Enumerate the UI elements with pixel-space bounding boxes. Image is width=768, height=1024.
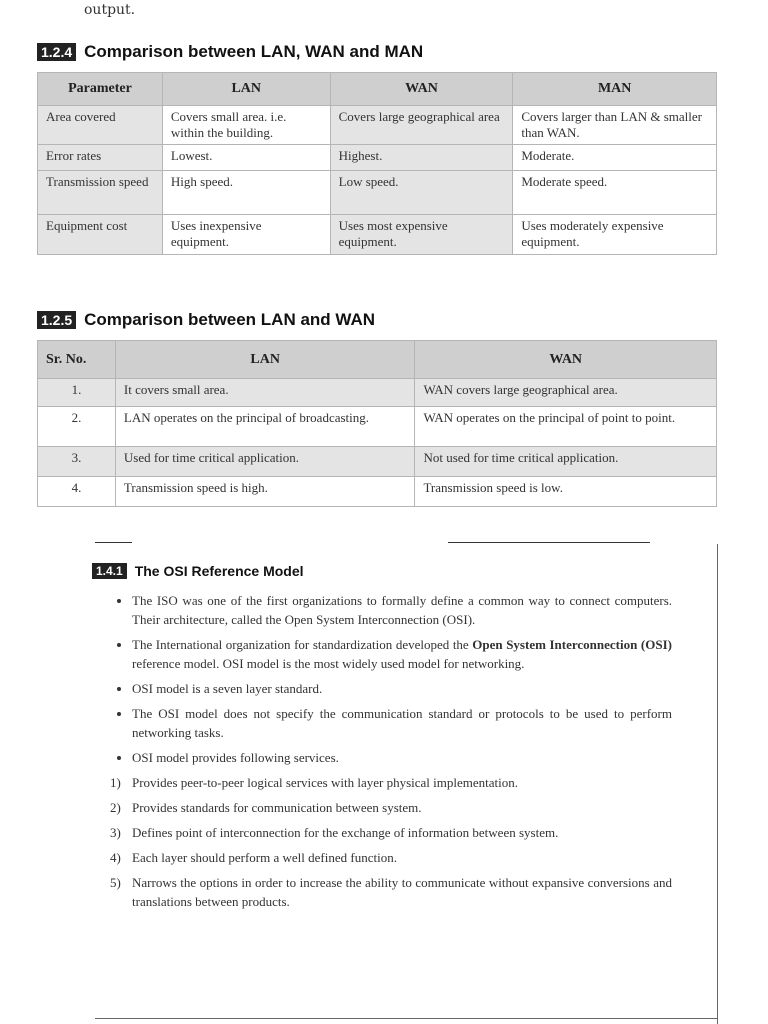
section-number: 1.2.4 [37, 43, 76, 61]
item-number: 4) [110, 850, 121, 865]
table-row [38, 171, 717, 215]
table-cell: 4. [38, 477, 116, 507]
table-cell: WAN covers large geographical area. [415, 379, 717, 407]
list-item: • OSI model provides following services. [132, 748, 672, 767]
table-header-row [38, 73, 717, 106]
table-cell: Uses moderately expensive equipment. [513, 215, 717, 255]
item-text: Defines point of interconnection for the exchange of information between system. [132, 825, 559, 840]
header-cell: MAN [513, 73, 717, 106]
table-cell: Uses inexpensive equipment. [162, 215, 330, 255]
header-cell: Parameter [38, 73, 163, 106]
item-number: 1) [110, 775, 121, 790]
list-item [132, 635, 672, 673]
header-cell: WAN [415, 341, 717, 379]
table-cell: Covers large geographical area [330, 106, 513, 145]
osi-bullet-list [92, 591, 672, 767]
section-title: Comparison between LAN and WAN [84, 310, 376, 329]
section-heading-1-2-4 [37, 42, 423, 62]
list-item [110, 848, 672, 867]
list-item-text: reference model. OSI model is the most widely used model for networking. [132, 656, 525, 671]
list-item [110, 873, 672, 911]
table-row [38, 379, 717, 407]
table-cell: Transmission speed is high. [115, 477, 415, 507]
table-row [38, 407, 717, 447]
item-text: Provides peer-to-peer logical services with layer physical implementation. [132, 775, 519, 790]
section-title: Comparison between LAN, WAN and MAN [84, 42, 424, 61]
table-cell: 2. [38, 407, 116, 447]
table-header-row [38, 341, 717, 379]
table-cell: 1. [38, 379, 116, 407]
section-title: The OSI Reference Model [134, 563, 304, 579]
list-item: • OSI model is a seven layer standard. [132, 679, 672, 698]
header-cell: Sr. No. [38, 341, 116, 379]
table-cell: Equipment cost [38, 215, 163, 255]
item-number: 3) [110, 825, 121, 840]
header-cell: LAN [162, 73, 330, 106]
table-cell: It covers small area. [115, 379, 415, 407]
table-cell: Covers larger than LAN & smaller than WAN. [513, 106, 717, 145]
table-cell: Area covered [38, 106, 163, 145]
section-heading-1-2-5 [37, 310, 375, 330]
item-text: Provides standards for communication between system. [132, 800, 422, 815]
table-cell: Covers small area. i.e. within the building. [162, 106, 330, 145]
item-number: 5) [110, 875, 121, 890]
table-cell: Moderate speed. [513, 171, 717, 215]
divider [95, 542, 132, 543]
list-item [110, 798, 672, 817]
item-text: Narrows the options in order to increase the ability to communicate without expansive conversions and translations between products. [132, 875, 672, 909]
table-cell: Low speed. [330, 171, 513, 215]
table-cell: Transmission speed is low. [415, 477, 717, 507]
lan-wan-table [37, 340, 717, 507]
table-row [38, 106, 717, 145]
table-row [38, 477, 717, 507]
list-item [110, 823, 672, 842]
table-cell: Uses most expensive equipment. [330, 215, 513, 255]
table-cell: LAN operates on the principal of broadcasting. [115, 407, 415, 447]
table-row [38, 447, 717, 477]
osi-section [92, 563, 672, 917]
table-cell: Moderate. [513, 145, 717, 171]
divider [95, 1018, 717, 1019]
lan-wan-man-table [37, 72, 717, 255]
table-row [38, 215, 717, 255]
table-cell: WAN operates on the principal of point to point. [415, 407, 717, 447]
table-cell: Lowest. [162, 145, 330, 171]
list-item-text: The International organization for standardization developed the [132, 637, 473, 652]
header-cell: WAN [330, 73, 513, 106]
osi-services-list [92, 773, 672, 911]
section-number: 1.2.5 [37, 311, 76, 329]
list-item: • The ISO was one of the first organizations to formally define a common way to connect computers. Their architecture, called the Open System Interconnection (OSI). [132, 591, 672, 629]
table-cell: Transmission speed [38, 171, 163, 215]
list-item: • The OSI model does not specify the communication standard or protocols to be used to perform networking tasks. [132, 704, 672, 742]
item-text: Each layer should perform a well defined function. [132, 850, 397, 865]
table-cell: 3. [38, 447, 116, 477]
item-number: 2) [110, 800, 121, 815]
table-cell: Error rates [38, 145, 163, 171]
top-text: output. [84, 2, 136, 18]
table-cell: Highest. [330, 145, 513, 171]
list-item-bold: Open System Interconnection (OSI) [472, 637, 672, 652]
header-cell: LAN [115, 341, 415, 379]
table-cell: Not used for time critical application. [415, 447, 717, 477]
table-cell: Used for time critical application. [115, 447, 415, 477]
table-cell: High speed. [162, 171, 330, 215]
list-item [110, 773, 672, 792]
table-row [38, 145, 717, 171]
section-heading-1-4-1 [92, 563, 672, 579]
vertical-rule [717, 544, 718, 1024]
section-number: 1.4.1 [92, 563, 127, 579]
divider [448, 542, 650, 543]
